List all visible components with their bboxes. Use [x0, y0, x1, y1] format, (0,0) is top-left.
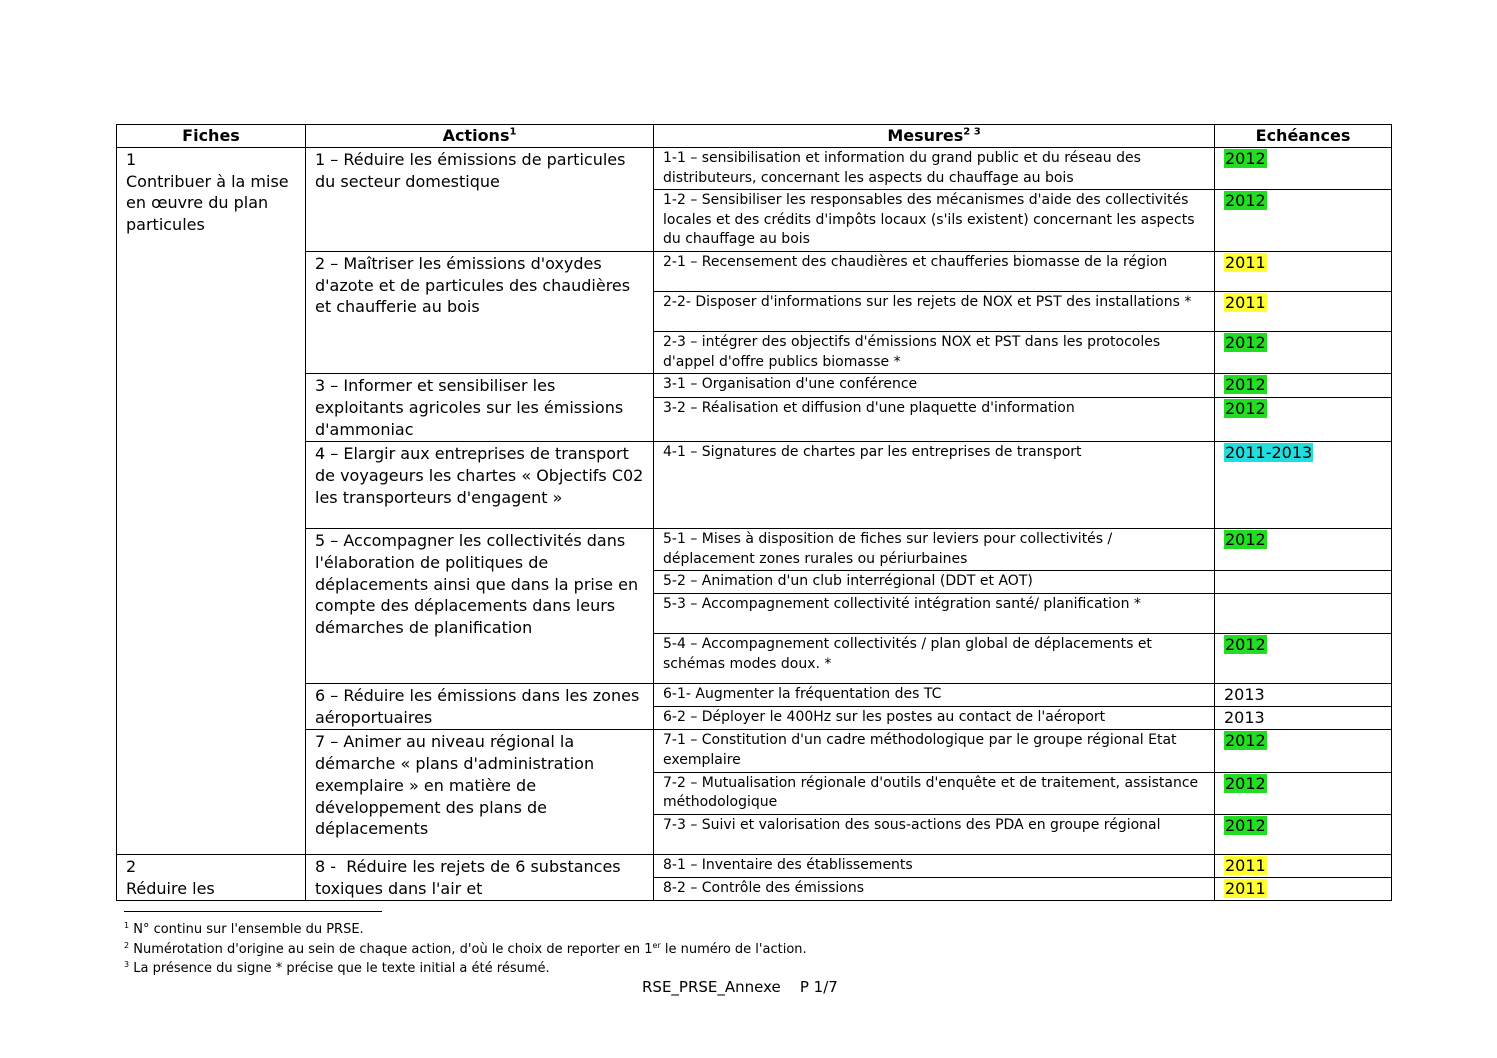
- mesure-cell: 7-2 – Mutualisation régionale d'outils d'enquête et de traitement, assistance méthodologique: [654, 772, 1215, 814]
- action-cell: 7 – Animer au niveau régional la démarche « plans d'administration exemplaire » en matière de développement des plans de déplacements: [306, 730, 654, 854]
- table-row: [117, 854, 1392, 877]
- table-row: [117, 529, 1392, 571]
- echeance-cell: [1215, 529, 1392, 571]
- footnote-2: $^2$ Numérotation d'origine au sein de chaque action, d'où le choix de reporter en 1er le numéro de l'action.: [124, 940, 807, 957]
- echeance-badge: 2012: [1225, 398, 1266, 418]
- fiche-number: 1: [126, 150, 137, 169]
- page-number: P 1/7: [799, 978, 838, 996]
- mesure-cell: 3-1 – Organisation d'une conférence: [654, 374, 1215, 397]
- header-echeances: Echéances: [1215, 125, 1392, 148]
- mesure-cell: 4-1 – Signatures de chartes par les entreprises de transport: [654, 442, 1215, 529]
- table-row: [117, 374, 1392, 397]
- echeance-cell: [1215, 442, 1392, 529]
- header-mesures: Mesures$^{2 3}$: [654, 125, 1215, 148]
- echeance-badge: 2012: [1225, 375, 1266, 395]
- mesure-cell: 1-1 – sensibilisation et information du grand public et du réseau des distributeurs, concernant les aspects du chauffage au bois: [654, 148, 1215, 190]
- echeance-badge: 2012: [1225, 815, 1266, 835]
- mesure-cell: 5-2 – Animation d'un club interrégional (DDT et AOT): [654, 571, 1215, 594]
- footnotes: [124, 920, 807, 979]
- echeance-badge: 2013: [1224, 708, 1265, 728]
- footnote-1: $^1$ N° continu sur l'ensemble du PRSE.: [124, 921, 364, 937]
- echeance-cell: [1215, 634, 1392, 684]
- echeance-cell: [1215, 291, 1392, 331]
- mesure-cell: 2-2- Disposer d'informations sur les rejets de NOX et PST des installations *: [654, 291, 1215, 331]
- echeance-cell: [1215, 190, 1392, 252]
- mesure-cell: 5-3 – Accompagnement collectivité intégration santé/ planification *: [654, 594, 1215, 634]
- table-row: [117, 148, 1392, 190]
- mesure-cell: 7-1 – Constitution d'un cadre méthodologique par le groupe régional Etat exemplaire: [654, 730, 1215, 772]
- echeance-badge: 2011-2013: [1225, 443, 1313, 463]
- mesure-cell: 7-3 – Suivi et valorisation des sous-actions des PDA en groupe régional: [654, 814, 1215, 854]
- echeance-cell: [1215, 594, 1392, 634]
- header-actions: Actions$^1$: [306, 125, 654, 148]
- mesure-cell: 6-1- Augmenter la fréquentation des TC: [654, 684, 1215, 707]
- echeance-cell: [1215, 331, 1392, 373]
- echeance-badge: 2012: [1225, 149, 1266, 168]
- echeance-badge: 2012: [1225, 635, 1266, 655]
- prse-table: [116, 124, 1392, 901]
- echeance-cell: [1215, 854, 1392, 877]
- table-row: [117, 730, 1392, 772]
- fiche-1-cell: [117, 148, 306, 855]
- mesure-cell: 2-1 – Recensement des chaudières et chaufferies biomasse de la région: [654, 251, 1215, 291]
- action-cell: 4 – Elargir aux entreprises de transport de voyageurs les chartes « Objectifs C02 les transporteurs d'engagent »: [306, 442, 654, 529]
- echeance-badge: 2012: [1225, 731, 1266, 751]
- table-row: [117, 442, 1392, 529]
- echeance-badge: 2012: [1225, 773, 1266, 793]
- action-cell: 8 - Réduire les rejets de 6 substances toxiques dans l'air et: [306, 854, 654, 900]
- table-row: [117, 684, 1392, 707]
- action-cell: 1 – Réduire les émissions de particules du secteur domestique: [306, 148, 654, 252]
- echeance-cell: [1215, 684, 1392, 707]
- mesure-cell: 8-2 – Contrôle des émissions: [654, 878, 1215, 901]
- page-footer: [642, 977, 838, 997]
- echeance-badge: 2011: [1225, 252, 1266, 272]
- mesure-cell: 5-1 – Mises à disposition de fiches sur leviers pour collectivités / déplacement zones rurales ou périurbaines: [654, 529, 1215, 571]
- action-cell: 3 – Informer et sensibiliser les exploitants agricoles sur les émissions d'ammoniac: [306, 374, 654, 442]
- echeance-cell: [1215, 571, 1392, 594]
- mesure-cell: 2-3 – intégrer des objectifs d'émissions NOX et PST dans les protocoles d'appel d'offre publics biomasse *: [654, 331, 1215, 373]
- echeance-cell: [1215, 814, 1392, 854]
- action-cell: 2 – Maîtriser les émissions d'oxydes d'azote et de particules des chaudières et chaufferie au bois: [306, 251, 654, 373]
- table-header-row: [117, 125, 1392, 148]
- echeance-cell: [1215, 397, 1392, 442]
- echeance-cell: [1215, 730, 1392, 772]
- echeance-badge: 2012: [1225, 530, 1266, 550]
- mesure-cell: 6-2 – Déployer le 400Hz sur les postes au contact de l'aéroport: [654, 707, 1215, 730]
- echeance-cell: [1215, 878, 1392, 901]
- fiche-2-cell: [117, 854, 306, 900]
- header-fiches: Fiches: [117, 125, 306, 148]
- fiche-title: Réduire les: [126, 878, 215, 898]
- echeance-badge: 2012: [1225, 191, 1266, 211]
- echeance-cell: [1215, 772, 1392, 814]
- echeance-badge: 2011: [1225, 292, 1266, 312]
- action-cell: 5 – Accompagner les collectivités dans l'élaboration de politiques de déplacements ainsi que dans la prise en compte des déplacements dans leurs démarches de planification: [306, 529, 654, 684]
- mesure-cell: 1-2 – Sensibiliser les responsables des mécanismes d'aide des collectivités locales et des crédits d'impôts locaux (s'ils existent) concernant les aspects du chauffage au bois: [654, 190, 1215, 252]
- doc-name: RSE_PRSE_Annexe: [642, 978, 781, 996]
- action-cell: 6 – Réduire les émissions dans les zones aéroportuaires: [306, 684, 654, 730]
- mesure-cell: 5-4 – Accompagnement collectivités / plan global de déplacements et schémas modes doux. *: [654, 634, 1215, 684]
- fiche-title: Contribuer à la mise en œuvre du plan particules: [126, 171, 289, 235]
- echeance-cell: [1215, 148, 1392, 190]
- echeance-badge: 2011: [1225, 855, 1266, 875]
- echeance-badge: 2011: [1225, 879, 1266, 899]
- footnote-separator: [124, 911, 382, 912]
- echeance-badge: 2013: [1224, 685, 1265, 705]
- echeance-cell: [1215, 707, 1392, 730]
- table-row: [117, 251, 1392, 291]
- fiche-number: 2: [126, 856, 137, 876]
- mesure-cell: 8-1 – Inventaire des établissements: [654, 854, 1215, 877]
- footnote-3: $^3$ La présence du signe * précise que le texte initial a été résumé.: [124, 960, 550, 976]
- echeance-badge: 2012: [1225, 332, 1266, 352]
- mesure-cell: 3-2 – Réalisation et diffusion d'une plaquette d'information: [654, 397, 1215, 442]
- echeance-cell: [1215, 374, 1392, 397]
- echeance-cell: [1215, 251, 1392, 291]
